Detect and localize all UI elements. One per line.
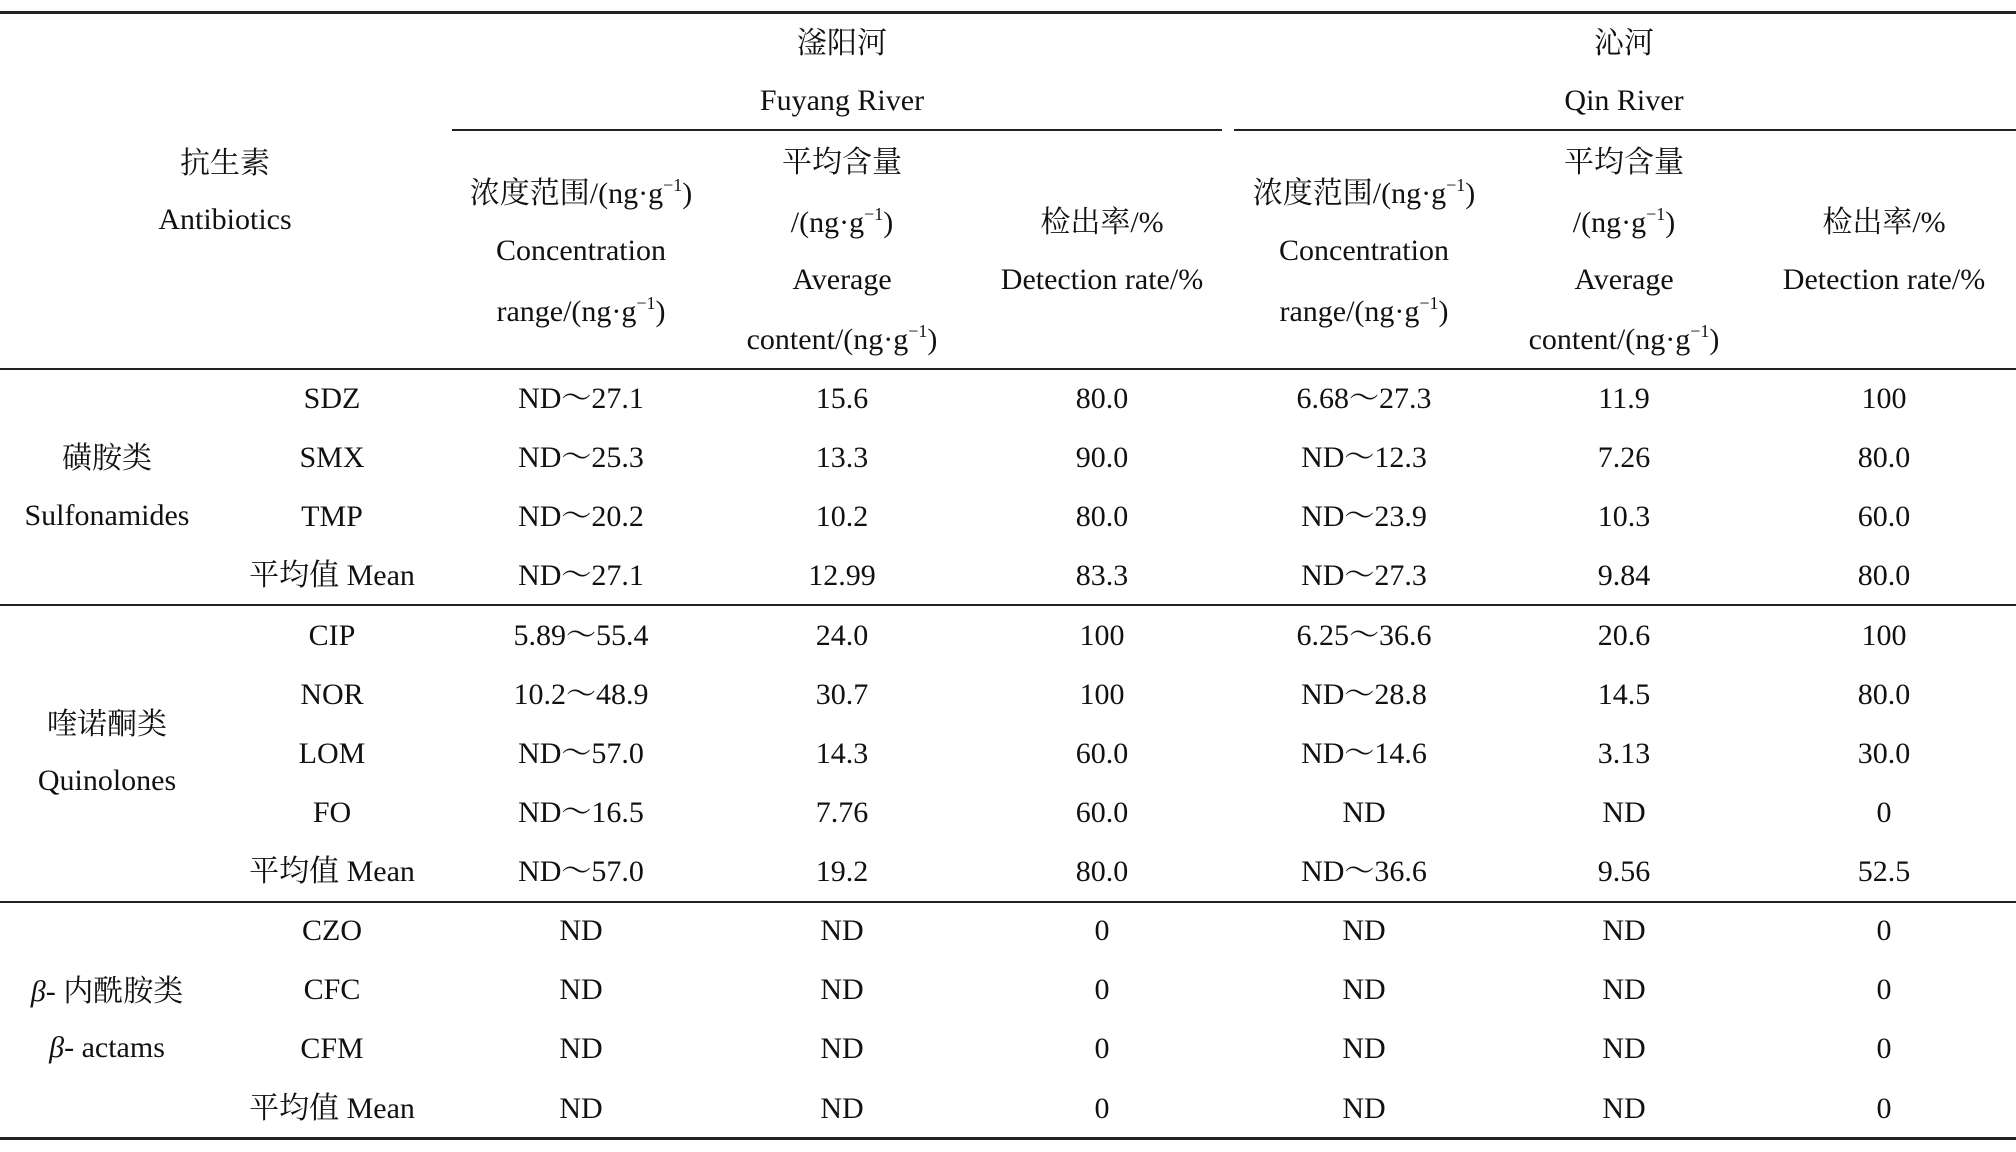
cell-fuyang-detection-rate: 60.0 [1075,737,1129,770]
cell-fuyang-detection-rate: 80.0 [1075,500,1129,533]
cell-qin-range: ND～36.6 [1301,855,1427,888]
cell-qin-average: 9.84 [1597,559,1651,592]
cell-fuyang-detection-rate: 90.0 [1075,441,1129,474]
cell-qin-detection-rate: 0 [1876,914,1892,947]
fuyang-avg-header-line1: 平均含量 [782,146,902,179]
cell-fuyang-average: 13.3 [815,441,869,474]
qin-conc-header-line2: Concentration [1279,234,1449,267]
cell-fuyang-detection-rate: 0 [1094,1092,1110,1125]
beta-symbol: β [30,975,46,1008]
class-sulfonamides-cn: 磺胺类 [62,442,152,475]
cell-fuyang-detection-rate: 0 [1094,914,1110,947]
cell-fuyang-range: ND～27.1 [518,559,644,592]
cell-fuyang-detection-rate: 83.3 [1075,559,1129,592]
cell-fuyang-average: 10.2 [815,500,869,533]
cell-qin-average: ND [1602,1032,1646,1065]
qin-avg-header-line1: 平均含量 [1564,146,1684,179]
cell-qin-range: 6.68～27.3 [1296,382,1432,415]
fuyang-conc-header-line1: 浓度范围$/(ng\cdot g^{-1})$ [469,175,693,210]
qin-avg-header-line2: $/(ng\cdot g^{-1})$ [1572,204,1676,239]
cell-qin-range: ND～27.3 [1301,559,1427,592]
cell-fuyang-range: 5.89～55.4 [513,619,649,652]
class-beta-lactams-en: β- actams [49,1031,165,1064]
cell-fuyang-average: ND [820,973,864,1006]
group-fuyang-cn: 滏阳河 [797,27,887,60]
cell-qin-detection-rate: 0 [1876,796,1892,829]
cell-fuyang-detection-rate: 0 [1094,973,1110,1006]
cell-fuyang-detection-rate: 100 [1079,678,1125,711]
cell-fuyang-average: 12.99 [808,559,876,592]
sulfonamides-bottom-rule [0,604,2016,606]
group-qin-cn: 沁河 [1594,27,1654,60]
beta-symbol: β [49,1031,65,1064]
cell-qin-average: ND [1602,1092,1646,1125]
cell-fuyang-range: ND～20.2 [518,500,644,533]
cell-qin-range: ND～23.9 [1301,500,1427,533]
cell-fuyang-range: 10.2～48.9 [513,678,649,711]
cell-qin-detection-rate: 80.0 [1857,441,1911,474]
group-qin-en: Qin River [1564,84,1684,117]
cell-compound: LOM [298,737,366,770]
cell-qin-average: 11.9 [1598,382,1650,415]
cell-fuyang-detection-rate: 0 [1094,1032,1110,1065]
class-sulfonamides-en: Sulfonamides [24,499,190,532]
cell-fuyang-average: 30.7 [815,678,869,711]
group-fuyang-en: Fuyang River [759,84,925,117]
cell-qin-range: ND [1342,914,1386,947]
cell-fuyang-range: ND～16.5 [518,796,644,829]
cell-qin-average: 7.26 [1597,441,1651,474]
cell-qin-average: ND [1602,973,1646,1006]
cell-compound: TMP [301,500,363,533]
cell-qin-detection-rate: 0 [1876,1092,1892,1125]
cell-qin-average: ND [1602,914,1646,947]
cell-qin-average: 3.13 [1597,737,1651,770]
cell-fuyang-average: 7.76 [815,796,869,829]
cell-fuyang-range: ND [559,973,603,1006]
cell-qin-detection-rate: 80.0 [1857,559,1911,592]
cell-fuyang-average: ND [820,914,864,947]
fuyang-avg-header-line3: Average [792,263,892,296]
quinolones-bottom-rule [0,901,2016,903]
cell-qin-range: ND [1342,1092,1386,1125]
cell-fuyang-range: ND～57.0 [518,737,644,770]
cell-qin-range: ND [1342,796,1386,829]
fuyang-conc-header-line2: Concentration [496,234,666,267]
cell-qin-range: ND～14.6 [1301,737,1427,770]
bottom-rule [0,1137,2016,1140]
cell-compound: CIP [308,619,356,652]
cell-compound: CFC [303,973,361,1006]
fuyang-det-header-line2: Detection rate/% [1000,263,1204,296]
cell-fuyang-range: ND [559,914,603,947]
cell-qin-range: ND～28.8 [1301,678,1427,711]
cell-qin-detection-rate: 80.0 [1857,678,1911,711]
cell-fuyang-average: 15.6 [815,382,869,415]
qin-det-header-line2: Detection rate/% [1782,263,1986,296]
cell-qin-detection-rate: 30.0 [1857,737,1911,770]
cell-fuyang-average: ND [820,1032,864,1065]
fuyang-avg-header-line2: $/(ng\cdot g^{-1})$ [790,204,894,239]
cell-fuyang-range: ND～25.3 [518,441,644,474]
cell-compound: NOR [300,678,364,711]
cell-qin-detection-rate: 52.5 [1857,855,1911,888]
cell-fuyang-range: ND～27.1 [518,382,644,415]
cell-compound: 平均值 Mean [249,559,415,592]
cell-fuyang-average: 14.3 [815,737,869,770]
fuyang-group-rule [452,129,1222,131]
cell-qin-range: ND [1342,973,1386,1006]
fuyang-conc-header-line3: range/$(ng\cdot g^{-1})$ [496,293,666,328]
cell-qin-average: 14.5 [1597,678,1651,711]
header-bottom-rule [0,368,2016,370]
qin-conc-header-line1: 浓度范围$/(ng\cdot g^{-1})$ [1252,175,1476,210]
cell-compound: CZO [302,914,362,947]
cell-compound: 平均值 Mean [249,1092,415,1125]
cell-fuyang-detection-rate: 60.0 [1075,796,1129,829]
cell-fuyang-range: ND [559,1092,603,1125]
cell-compound: CFM [300,1032,364,1065]
cell-compound: 平均值 Mean [249,855,415,888]
cell-qin-range: 6.25～36.6 [1296,619,1432,652]
cell-fuyang-detection-rate: 80.0 [1075,382,1129,415]
cell-qin-average: 9.56 [1597,855,1651,888]
cell-fuyang-detection-rate: 100 [1079,619,1125,652]
fuyang-det-header-line1: 检出率/% [1040,206,1164,239]
class-quinolones-en: Quinolones [37,764,177,797]
cell-qin-average: 10.3 [1597,500,1651,533]
cell-qin-detection-rate: 100 [1861,619,1907,652]
header-antibiotics-en: Antibiotics [158,203,292,236]
qin-avg-header-line4: content/$(ng\cdot g^{-1})$ [1528,321,1720,356]
cell-fuyang-detection-rate: 80.0 [1075,855,1129,888]
class-beta-lactams-cn: β- 内酰胺类 [30,975,184,1008]
cell-qin-detection-rate: 60.0 [1857,500,1911,533]
fuyang-avg-header-line4: content/$(ng\cdot g^{-1})$ [746,321,938,356]
top-rule [0,11,2016,14]
class-quinolones-cn: 喹诺酮类 [47,708,167,741]
qin-group-rule [1234,129,2016,131]
qin-conc-header-line3: range/$(ng\cdot g^{-1})$ [1279,293,1449,328]
cell-qin-detection-rate: 100 [1861,382,1907,415]
cell-qin-range: ND [1342,1032,1386,1065]
cell-qin-detection-rate: 0 [1876,1032,1892,1065]
cell-compound: SMX [299,441,365,474]
cell-qin-average: ND [1602,796,1646,829]
qin-avg-header-line3: Average [1574,263,1674,296]
cell-qin-range: ND～12.3 [1301,441,1427,474]
cell-compound: FO [312,796,352,829]
cell-fuyang-average: 19.2 [815,855,869,888]
qin-det-header-line1: 检出率/% [1822,206,1946,239]
cell-fuyang-range: ND [559,1032,603,1065]
cell-fuyang-range: ND～57.0 [518,855,644,888]
cell-qin-detection-rate: 0 [1876,973,1892,1006]
cell-compound: SDZ [303,382,361,415]
cell-fuyang-average: ND [820,1092,864,1125]
cell-qin-average: 20.6 [1597,619,1651,652]
cell-fuyang-average: 24.0 [815,619,869,652]
header-antibiotics-cn: 抗生素 [180,147,270,180]
